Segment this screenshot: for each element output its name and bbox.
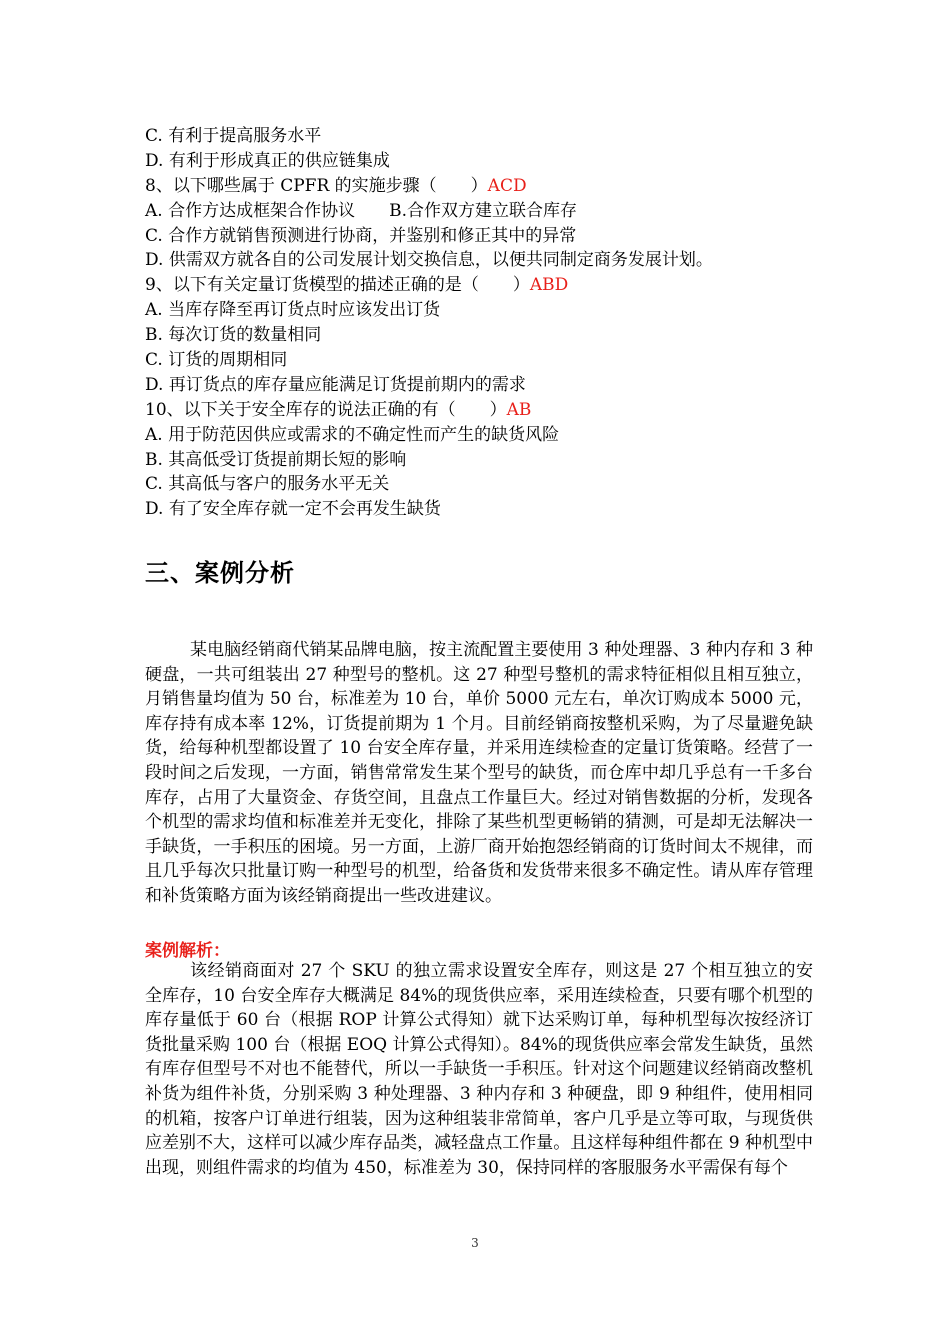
line-text: C. 有利于提高服务水平 xyxy=(145,126,322,146)
option-line xyxy=(145,497,825,522)
line-text: A. 当库存降至再订货点时应该发出订货 xyxy=(145,300,441,321)
line-text: 8、以下哪些属于 CPFR 的实施步骤（ ） xyxy=(145,175,488,196)
question-list xyxy=(145,124,825,522)
line-text: B. 其高低受订货提前期长短的影响 xyxy=(145,449,407,470)
line-text: D. 有利于形成真正的供应链集成 xyxy=(145,150,390,171)
line-text: 9、以下有关定量订货模型的描述正确的是（ ） xyxy=(145,275,530,296)
line-text: D. 再订货点的库存量应能满足订货提前期内的需求 xyxy=(145,374,526,395)
option-line xyxy=(145,149,825,174)
question-line xyxy=(145,273,825,298)
line-text: D. 有了安全库存就一定不会再发生缺货 xyxy=(145,499,441,520)
option-line xyxy=(145,124,825,149)
line-text: A. 合作方达成框架合作协议 B.合作双方建立联合库存 xyxy=(145,200,577,221)
option-line xyxy=(145,248,825,273)
option-line xyxy=(145,423,825,448)
line-text: C. 订货的周期相同 xyxy=(145,350,288,371)
question-line xyxy=(145,398,825,423)
option-line xyxy=(145,298,825,323)
answer-key: ABD xyxy=(529,275,569,296)
case-paragraph: 某电脑经销商代销某品牌电脑，按主流配置主要使用 3 种处理器、3 种内存和 3 种硬盘，一共可组装出 27 种型号的整机。这 27 种型号整机的需求特征相似且相互独立，月销售量均值为 50 台，标准差为 10 台，单价 5000 元左右，单次订购成本 5000 元，库存持有成本率 12%，订货提前期为 1 个月。目前经销商按整机采购，为了尽量避免缺货，给每种机型都设置了 10 台安全库存量，并采用连续检查的定量订货策略。经营了一段时间之后发现，一方面，销售常常发生某个型号的缺货，而仓库中却几乎总有一千多台库存，占用了大量资金、存货空间，且盘点工作量巨大。经过对销售数据的分析，发现各个机型的需求均值和标准差并无变化，排除了某些机型更畅销的猜测，可是却无法解决一手缺货，一手积压的困境。另一方面，上游厂商开始抱怨经销商的订货时间太不规律，而且几乎每次只批量订购一种型号的机型，给备货和发货带来很多不确定性。请从库存管理和补货策略方面为该经销商提出一些改进建议。 xyxy=(145,640,813,906)
line-text: 10、以下关于安全库存的说法正确的有（ ） xyxy=(145,399,507,420)
option-line xyxy=(145,348,825,373)
line-text: B. 每次订货的数量相同 xyxy=(145,325,322,346)
answer-key: ACD xyxy=(487,175,527,196)
option-line xyxy=(145,224,825,249)
option-line xyxy=(145,472,825,497)
answer-key: AB xyxy=(506,399,532,420)
page-number: 3 xyxy=(471,1236,479,1250)
section-heading: 三、案例分析 xyxy=(145,559,295,587)
option-line xyxy=(145,448,825,473)
option-line xyxy=(145,199,825,224)
line-text: C. 其高低与客户的服务水平无关 xyxy=(145,474,390,495)
line-text: D. 供需双方就各自的公司发展计划交换信息，以便共同制定商务发展计划。 xyxy=(145,250,713,271)
option-line xyxy=(145,373,825,398)
line-text: A. 用于防范因供应或需求的不确定性而产生的缺货风险 xyxy=(145,424,560,445)
analysis-paragraph: 该经销商面对 27 个 SKU 的独立需求设置安全库存，则这是 27 个相互独立的安全库存，10 台安全库存大概满足 84%的现货供应率，采用连续检查，只要有哪个机型的库存量低于 60 台（根据 ROP 计算公式得知）就下达采购订单，每种机型每次按经济订货批量采购 100 台（根据 EOQ 计算公式得知）。84%的现货供应率会常发生缺货，虽然有库存但型号不对也不能替代，所以一手缺货一手积压。针对这个问题建议经销商改整机补货为组件补货，分别采购 3 种处理器、3 种内存和 3 种硬盘，即 9 种组件，使用相同的机箱，按客户订单进行组装，因为这种组装非常简单，客户几乎是立等可取，与现货供应差别不大，这样可以减少库存品类，减轻盘点工作量。且这样每种组件都在 9 种机型中出现，则组件需求的均值为 450，标准差为 30，保持同样的客服服务水平需保有每个 xyxy=(145,961,813,1178)
analysis-label: 案例解析： xyxy=(145,941,230,961)
option-line xyxy=(145,323,825,348)
question-line xyxy=(145,174,825,199)
line-text: C. 合作方就销售预测进行协商，并鉴别和修正其中的异常 xyxy=(145,225,577,246)
